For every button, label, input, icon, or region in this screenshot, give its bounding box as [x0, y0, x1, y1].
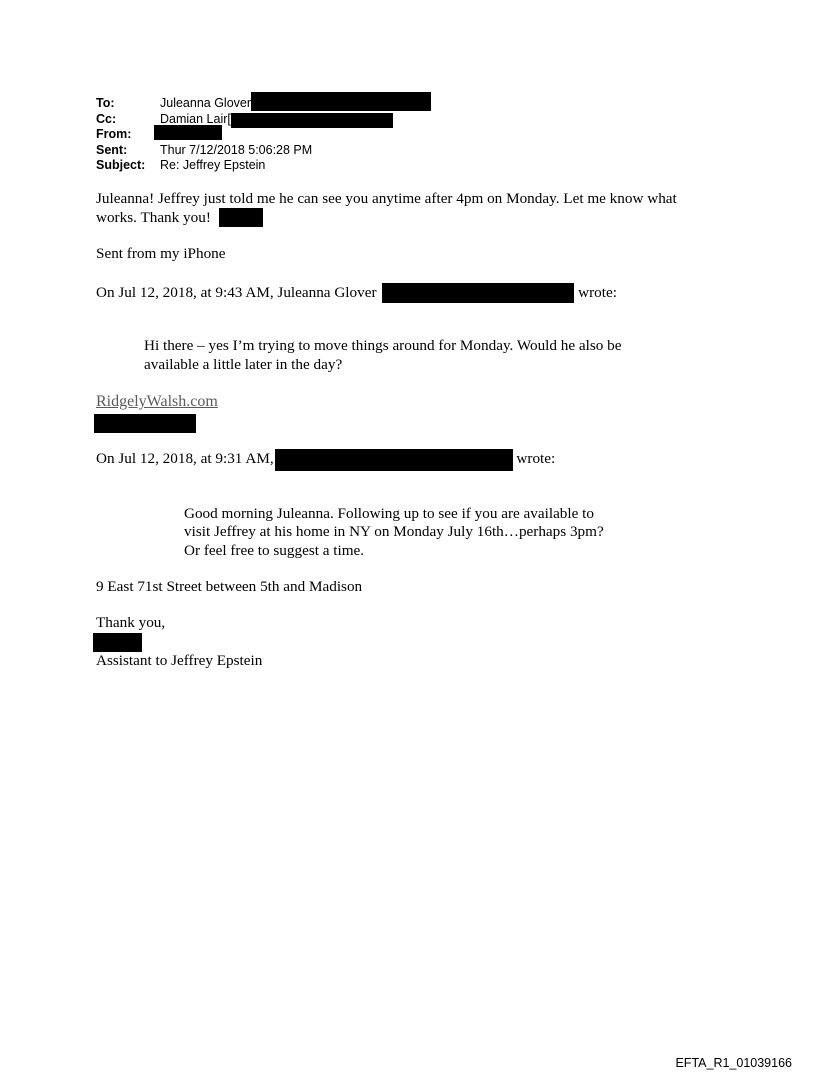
- quote2-intro-text: On Jul 12, 2018, at 9:31 AM,: [96, 450, 274, 467]
- subject-label: Subject:: [96, 158, 146, 172]
- redaction-box: [251, 92, 431, 111]
- cc-name: Damian Lair[: [160, 111, 231, 126]
- to-label: To:: [96, 96, 115, 110]
- quote1-line-1: Hi there – yes I’m trying to move things around for Monday. Would he also be: [144, 337, 622, 354]
- from-value: [160, 127, 222, 143]
- redaction-box: [93, 633, 142, 652]
- quote2-line-1: Good morning Juleanna. Following up to see if you are available to: [184, 505, 594, 522]
- quote1-intro-text: On Jul 12, 2018, at 9:43 AM, Juleanna Glover: [96, 284, 377, 301]
- quote2-line-3: Or feel free to suggest a time.: [184, 542, 365, 559]
- quote1-intro-wrote: wrote:: [578, 284, 617, 301]
- quote1-intro: [96, 283, 617, 303]
- sent-label: Sent:: [96, 142, 128, 157]
- sent-from-line: Sent from my iPhone: [96, 245, 226, 262]
- redaction-box: [382, 283, 574, 303]
- redaction-box: [275, 449, 513, 471]
- thank-you-line: Thank you,: [96, 614, 166, 631]
- body-line-2: [96, 208, 263, 227]
- redaction-box: [94, 414, 196, 433]
- body-line-1: Juleanna! Jeffrey just told me he can see you anytime after 4pm on Monday. Let me know what: [96, 190, 677, 207]
- quote2-intro: [96, 449, 555, 471]
- ridgely-walsh-link[interactable]: RidgelyWalsh.com: [96, 393, 218, 410]
- cc-label: Cc:: [96, 111, 117, 126]
- quote2-intro-wrote: wrote:: [516, 450, 556, 467]
- to-value: [160, 96, 431, 112]
- quote2-line-2: visit Jeffrey at his home in NY on Monday July 16th…perhaps 3pm?: [184, 523, 604, 540]
- to-name: Juleanna Glover: [160, 96, 252, 110]
- from-label: From:: [96, 127, 132, 141]
- sent-value: Thur 7/12/2018 5:06:28 PM: [160, 142, 313, 157]
- quote1-line-2: available a little later in the day?: [144, 356, 343, 373]
- document-id: EFTA_R1_01039166: [675, 1056, 792, 1070]
- body-line-2-text: works. Thank you!: [96, 209, 211, 226]
- redaction-box: [219, 208, 263, 227]
- signature-title: Assistant to Jeffrey Epstein: [96, 652, 263, 669]
- subject-value: Re: Jeffrey Epstein: [160, 158, 266, 172]
- address-line: 9 East 71st Street between 5th and Madison: [96, 578, 363, 595]
- redaction-box: [154, 125, 222, 140]
- redaction-box: [231, 113, 393, 128]
